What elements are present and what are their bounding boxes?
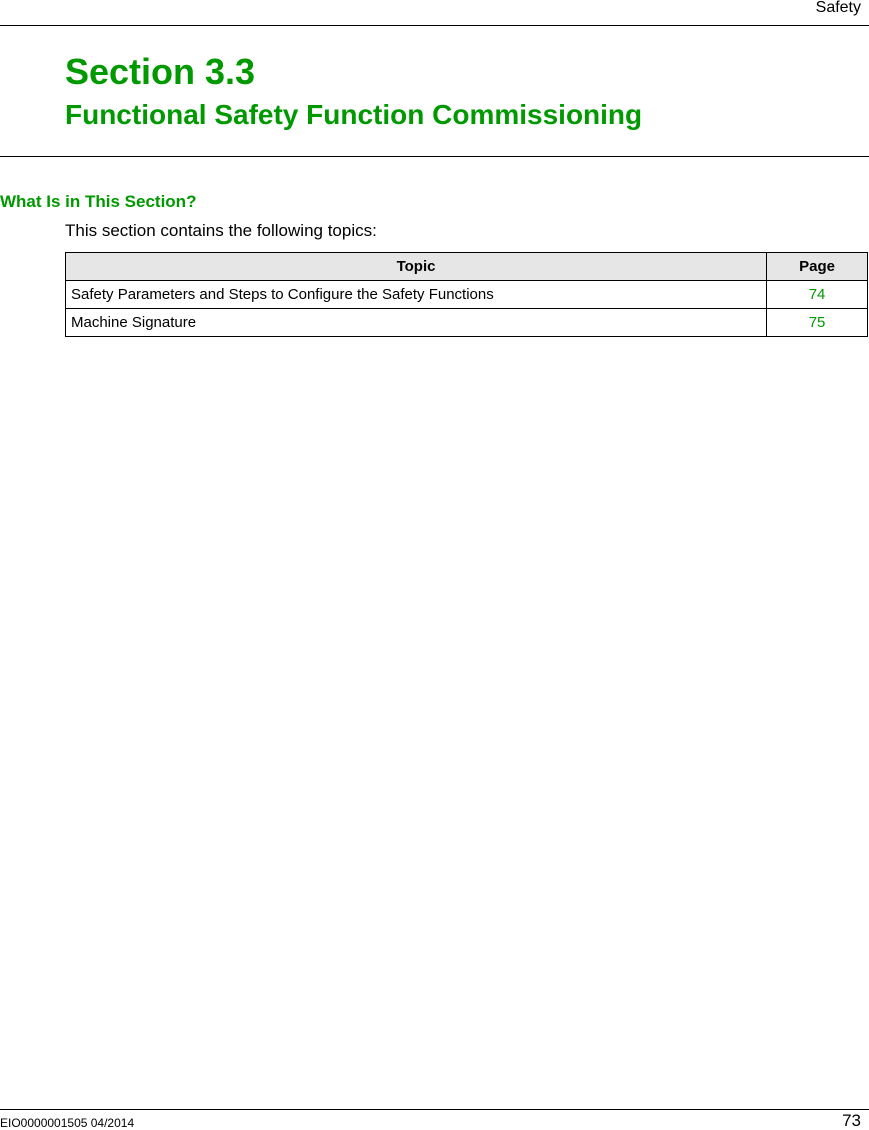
page-link[interactable]: 75 [767, 309, 868, 337]
section-title: Functional Safety Function Commissioning [65, 99, 643, 130]
topics-table [65, 252, 868, 337]
running-header [0, 0, 869, 26]
footer-divider [0, 1109, 869, 1110]
table-row[interactable] [66, 281, 868, 309]
table-header-row [66, 253, 868, 281]
footer-doc-id: EIO0000001505 04/2014 [0, 1116, 135, 1130]
topic-cell[interactable]: Machine Signature [66, 309, 767, 337]
column-header-page: Page [767, 253, 868, 281]
page-link[interactable]: 74 [767, 281, 868, 309]
contents-heading: What Is in This Section? [0, 192, 197, 211]
footer-page-number: 73 [842, 1111, 861, 1130]
contents-intro: This section contains the following topics: [65, 221, 377, 240]
column-header-topic: Topic [66, 253, 767, 281]
title-divider [0, 156, 869, 157]
section-number: Section 3.3 [65, 51, 256, 92]
table-row[interactable] [66, 309, 868, 337]
running-header-title: Safety [815, 0, 861, 16]
topic-cell[interactable]: Safety Parameters and Steps to Configure the Safety Functions [66, 281, 767, 309]
